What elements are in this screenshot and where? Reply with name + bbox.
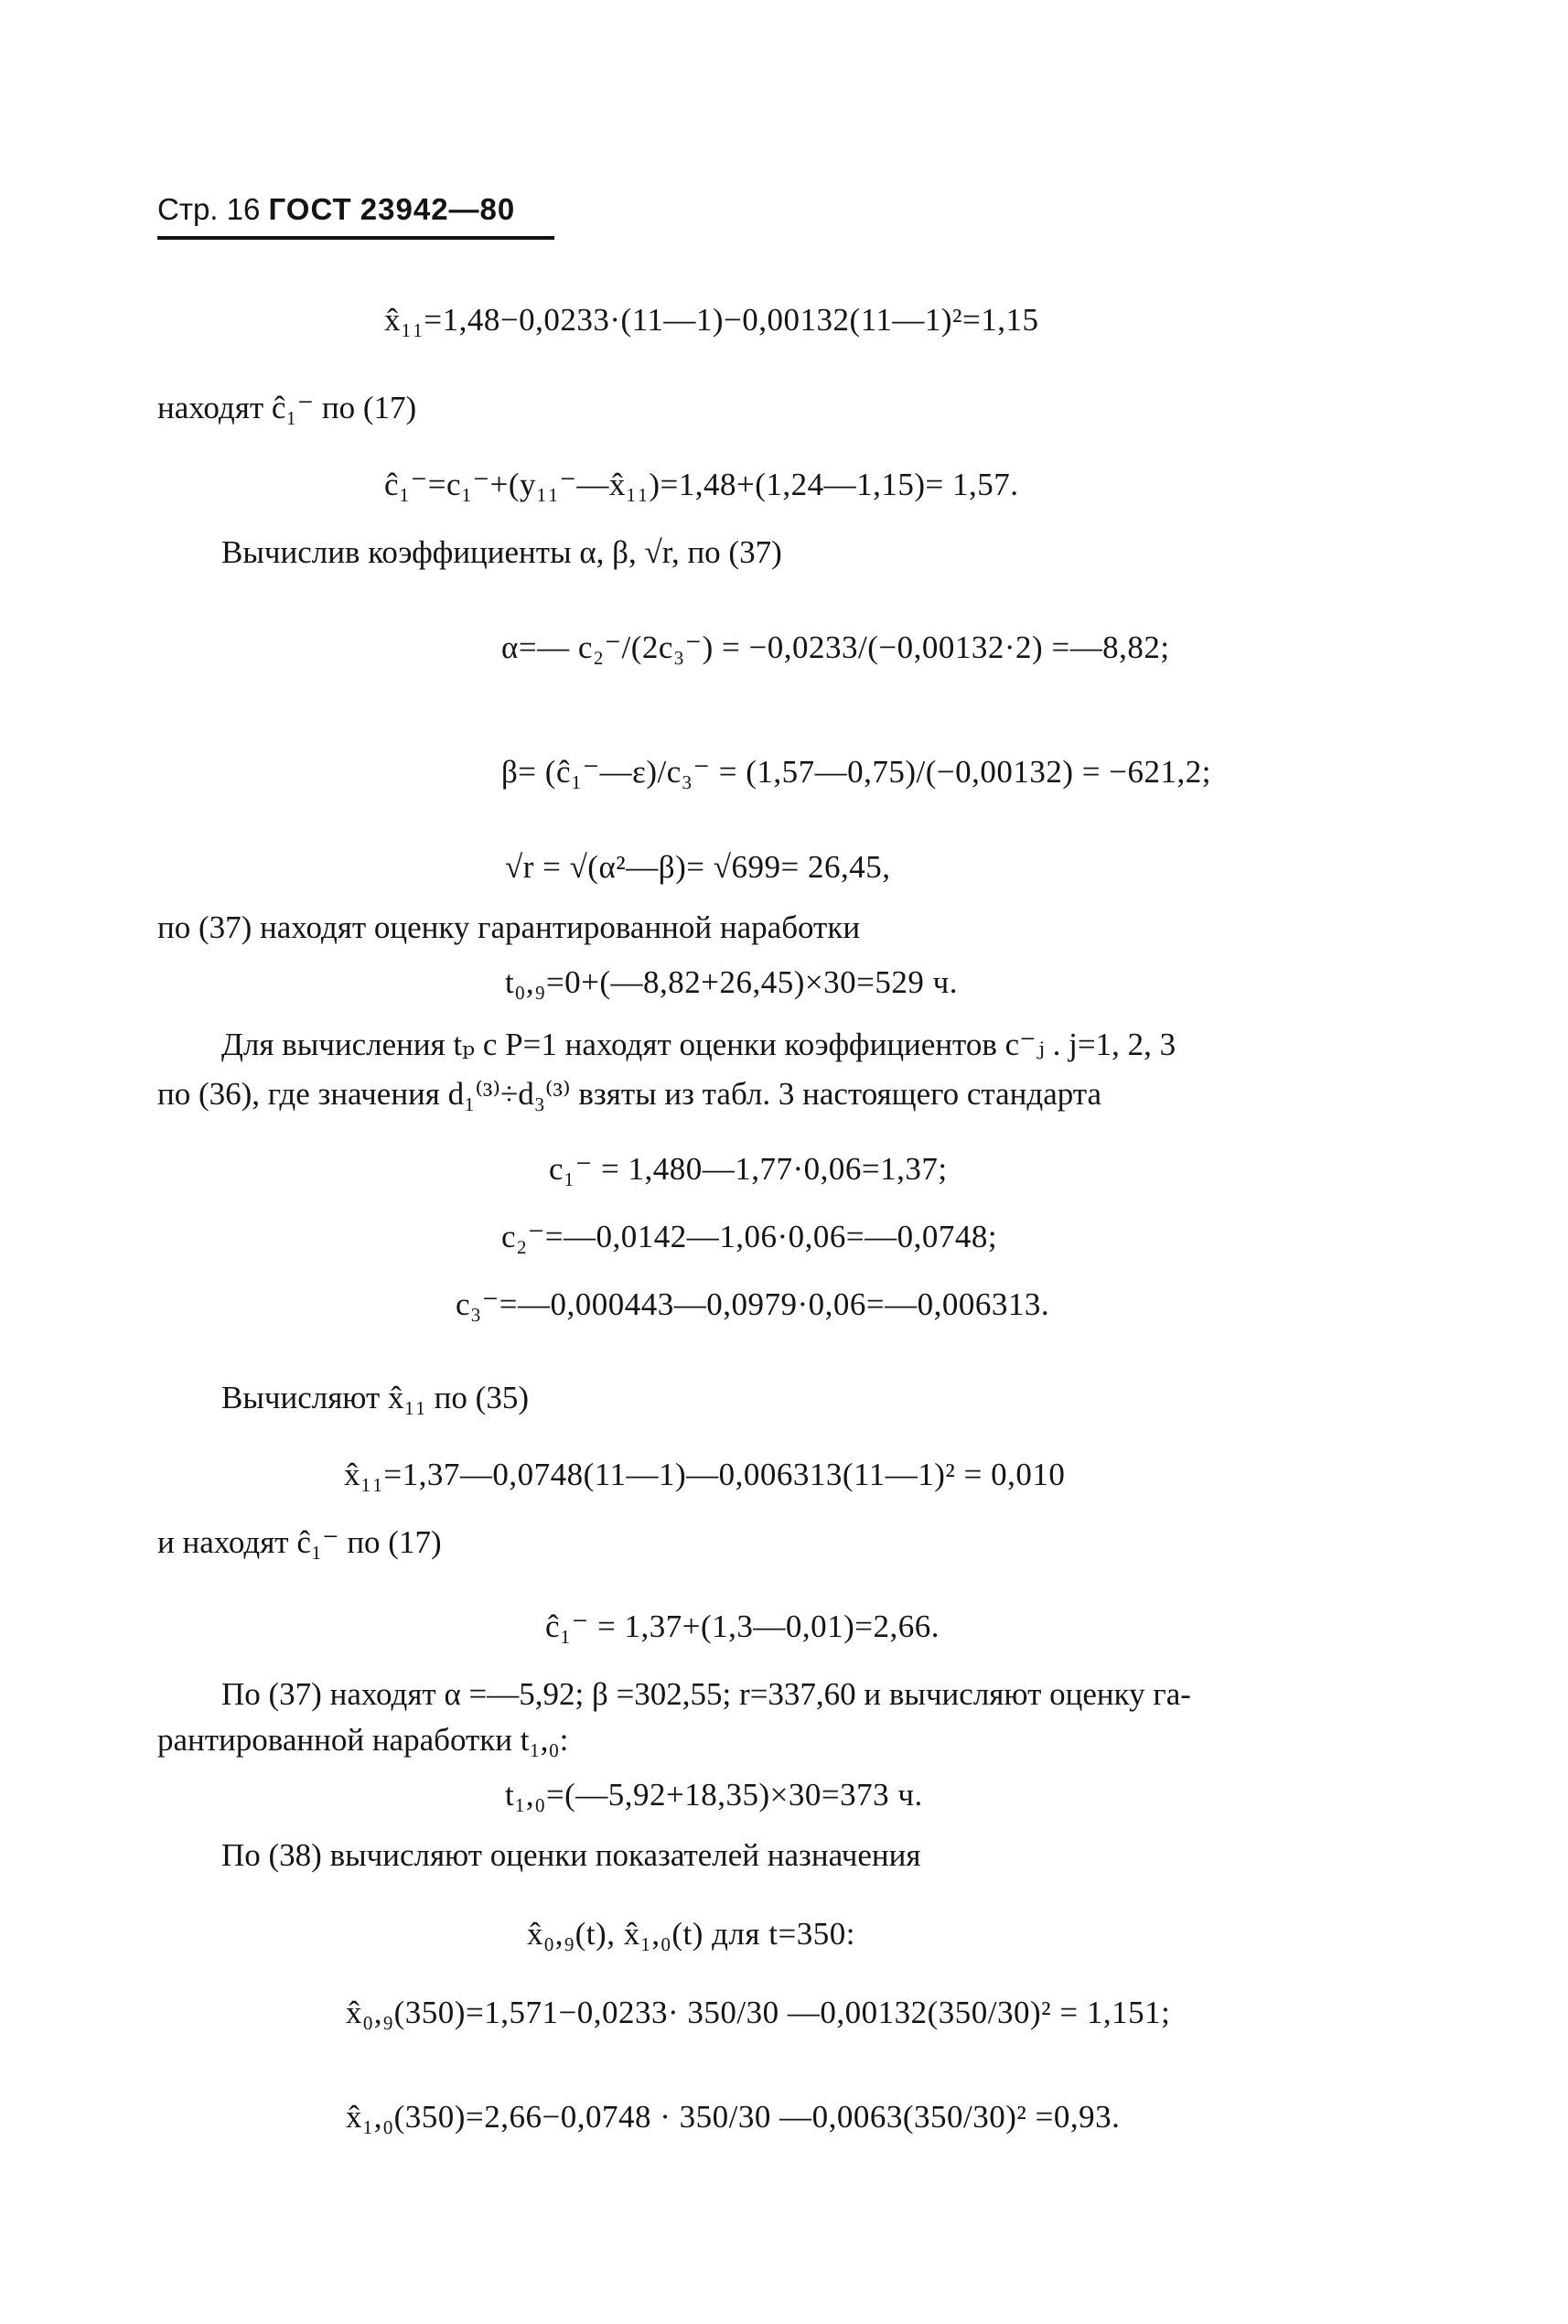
formula-x11-first: x̂₁₁=1,48−0,0233·(11—1)−0,00132(11—1)²=1,15: [384, 302, 1039, 338]
text-table-reference: по (36), где значения d₁⁽³⁾÷d₃⁽³⁾ взяты из табл. 3 настоящего стандарта: [157, 1076, 1102, 1112]
formula-alpha: α=— c₂⁻/(2c₃⁻) = −0,0233/(−0,00132·2) =—8,82;: [501, 629, 1170, 665]
formula-x10-350: x̂₁,₀(350)=2,66−0,0748 · 350/30 —0,0063(350/30)² =0,93.: [346, 2099, 1121, 2135]
text-purpose-indicators: По (38) вычисляют оценки показателей назначения: [221, 1837, 921, 1873]
text-guaranteed-life: по (37) находят оценку гарантированной наработки: [157, 909, 861, 945]
page-number: Стр. 16: [157, 192, 261, 226]
formula-x11-second: x̂₁₁=1,37—0,0748(11—1)—0,006313(11—1)² = 0,010: [344, 1457, 1066, 1492]
standard-number: 23942—80: [360, 192, 516, 226]
text-alpha-beta-r: По (37) находят α =—5,92; β =302,55; r=337,60 и вычисляют оценку га-: [221, 1676, 1191, 1712]
header-underline: [157, 236, 554, 240]
formula-c1-second: ĉ₁⁻ = 1,37+(1,3—0,01)=2,66.: [545, 1609, 940, 1644]
formula-beta: β= (ĉ₁⁻—ε)/c₃⁻ = (1,57—0,75)/(−0,00132) = −621,2;: [501, 754, 1211, 790]
text-compute-tp: Для вычисления tₚ с P=1 находят оценки коэффициентов c⁻ⱼ . j=1, 2, 3: [221, 1027, 1176, 1062]
formula-indicators-t350: x̂₀,₉(t), x̂₁,₀(t) для t=350:: [527, 1916, 855, 1952]
formula-t10: t₁,₀=(—5,92+18,35)×30=373 ч.: [505, 1777, 923, 1813]
text-find-c1: находят ĉ₁⁻ по (17): [157, 390, 417, 425]
formula-c2: c₂⁻=—0,0142—1,06·0,06=—0,0748;: [501, 1219, 998, 1254]
formula-c1-estimate: ĉ₁⁻=c₁⁻+(y₁₁⁻—x̂₁₁)=1,48+(1,24—1,15)= 1,57.: [384, 467, 1019, 502]
standard-label: ГОСТ: [268, 192, 352, 226]
formula-c3: c₃⁻=—0,000443—0,0979·0,06=—0,006313.: [456, 1286, 1050, 1322]
text-compute-coefficients: Вычислив коэффициенты α, β, √r, по (37): [221, 534, 782, 570]
page-header: [157, 194, 515, 224]
formula-x09-350: x̂₀,₉(350)=1,571−0,0233· 350/30 —0,00132(350/30)² = 1,151;: [346, 1995, 1171, 2030]
text-compute-x11: Вычисляют x̂₁₁ по (35): [221, 1380, 529, 1415]
formula-sqrt-r: √r = √(α²—β)= √699= 26,45,: [505, 849, 891, 885]
formula-t09: t₀,₉=0+(—8,82+26,45)×30=529 ч.: [505, 964, 958, 1000]
text-find-c1-again: и находят ĉ₁⁻ по (17): [157, 1524, 442, 1560]
formula-c1: c₁⁻ = 1,480—1,77·0,06=1,37;: [549, 1151, 948, 1187]
text-guaranteed-life-t10: рантированной наработки t₁,₀:: [157, 1722, 569, 1758]
